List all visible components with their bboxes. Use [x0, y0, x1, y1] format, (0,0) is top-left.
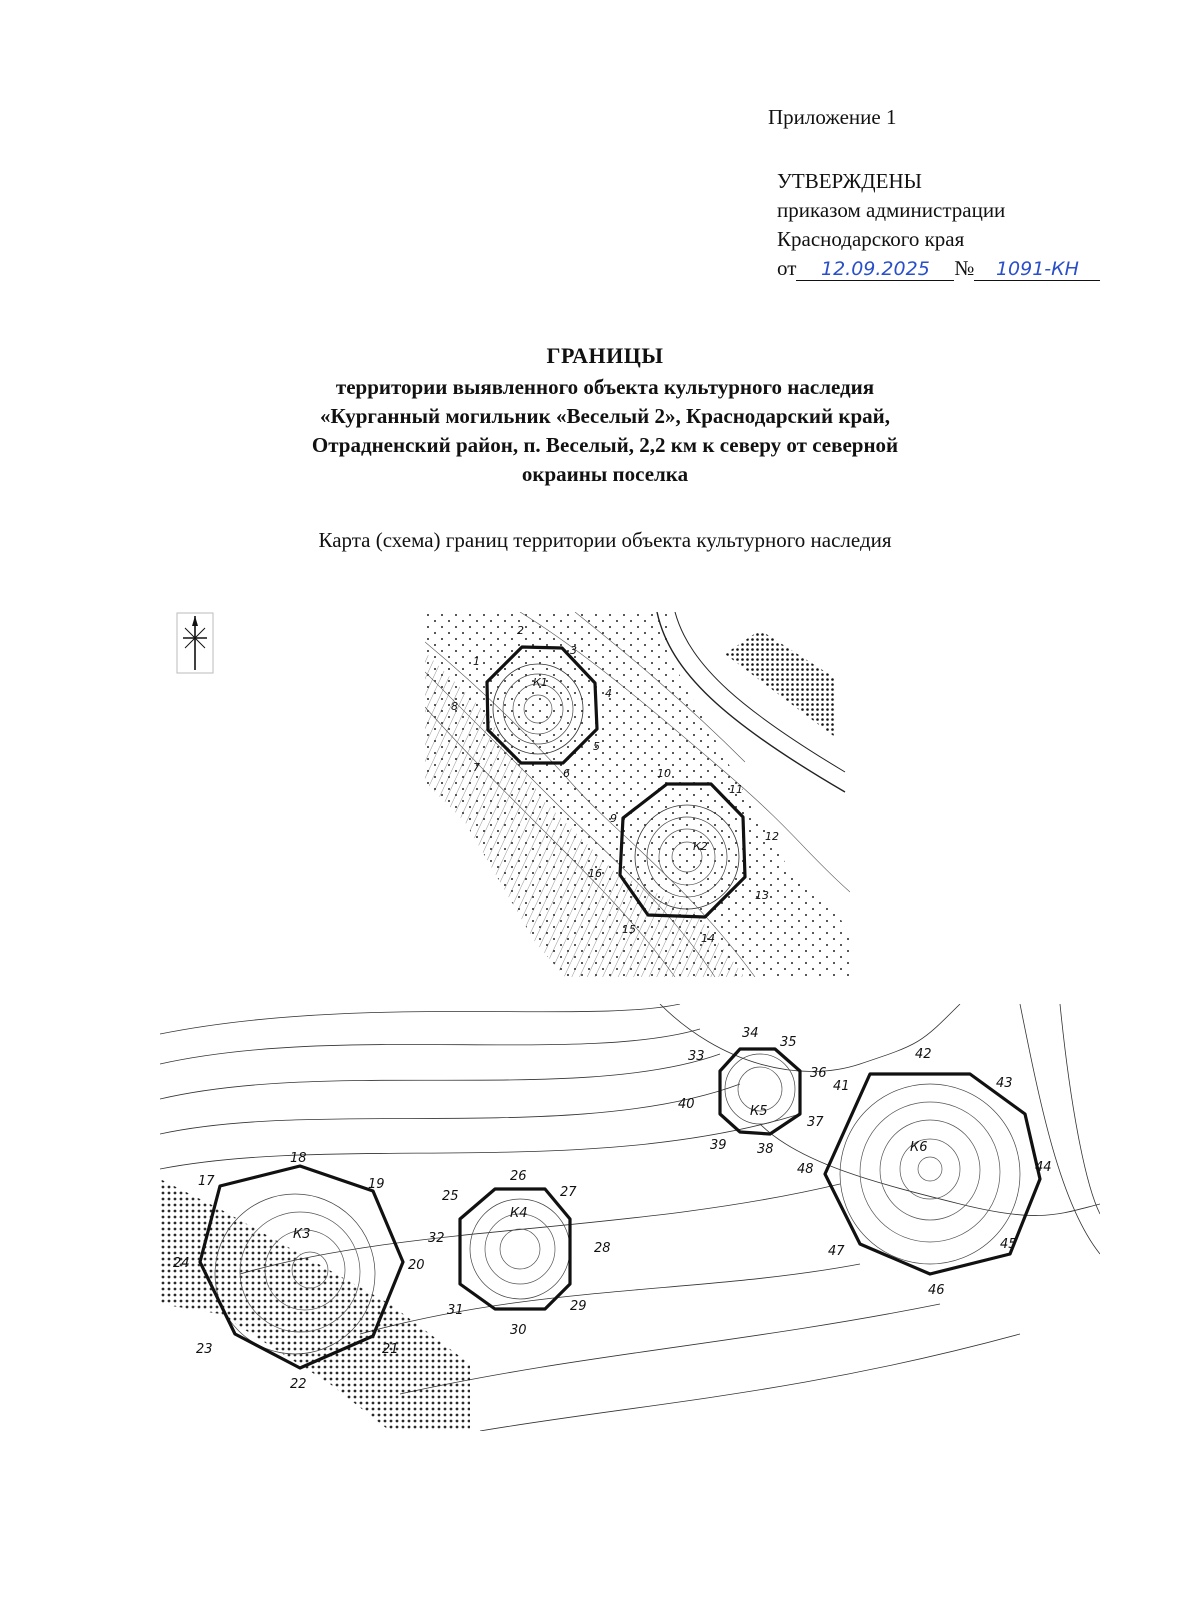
svg-text:К5: К5: [750, 1104, 768, 1119]
svg-text:27: 27: [560, 1185, 577, 1200]
svg-text:47: 47: [828, 1244, 845, 1259]
approved-heading: УТВЕРЖДЕНЫ: [777, 169, 922, 193]
svg-text:21: 21: [382, 1342, 399, 1357]
approved-by-order: приказом администрации: [777, 198, 1006, 222]
svg-text:18: 18: [290, 1151, 307, 1166]
svg-text:48: 48: [797, 1162, 814, 1177]
title-line-1: территории выявленного объекта культурного наследия: [335, 375, 875, 399]
svg-text:4: 4: [605, 687, 612, 700]
svg-text:25: 25: [442, 1189, 459, 1204]
svg-text:К3: К3: [293, 1227, 311, 1242]
svg-text:30: 30: [510, 1323, 527, 1338]
svg-text:3: 3: [570, 644, 577, 657]
map-subtitle: Карта (схема) границ территории объекта культурного наследия: [318, 528, 892, 552]
svg-text:5: 5: [593, 740, 600, 753]
svg-text:32: 32: [428, 1231, 445, 1246]
svg-text:13: 13: [755, 889, 769, 902]
svg-text:36: 36: [810, 1066, 827, 1081]
svg-text:1: 1: [473, 655, 480, 668]
svg-text:16: 16: [588, 867, 602, 880]
svg-text:К2: К2: [693, 840, 708, 853]
svg-text:42: 42: [915, 1047, 932, 1062]
svg-text:20: 20: [408, 1258, 425, 1273]
site-map-lower: [160, 1004, 1100, 1431]
svg-text:17: 17: [198, 1174, 215, 1189]
svg-text:43: 43: [996, 1076, 1013, 1091]
document-title: [140, 373, 1070, 489]
title-line-4: окраины поселка: [521, 462, 689, 486]
svg-text:24: 24: [173, 1256, 190, 1271]
title-line-2: «Курганный могильник «Веселый 2», Краснодарский край,: [320, 404, 890, 428]
svg-text:45: 45: [1000, 1237, 1017, 1252]
svg-text:6: 6: [563, 767, 570, 780]
svg-text:12: 12: [765, 830, 779, 843]
svg-text:39: 39: [710, 1138, 727, 1153]
date-prefix: от: [777, 256, 797, 280]
svg-text:9: 9: [610, 812, 617, 825]
north-arrow-icon: [176, 612, 214, 674]
title-line-3: Отрадненский район, п. Веселый, 2,2 км к северу от северной: [311, 433, 899, 457]
svg-text:19: 19: [368, 1177, 385, 1192]
svg-text:38: 38: [757, 1142, 774, 1157]
svg-text:14: 14: [701, 932, 715, 945]
svg-text:31: 31: [447, 1303, 464, 1318]
svg-text:26: 26: [510, 1169, 527, 1184]
svg-text:7: 7: [473, 761, 480, 774]
svg-text:37: 37: [807, 1115, 824, 1130]
approval-date-number-line: [777, 254, 1100, 283]
svg-text:40: 40: [678, 1097, 695, 1112]
svg-text:2: 2: [517, 624, 524, 637]
svg-text:35: 35: [780, 1035, 797, 1050]
appendix-label: Приложение 1: [768, 105, 897, 129]
svg-text:44: 44: [1035, 1160, 1052, 1175]
svg-text:33: 33: [688, 1049, 705, 1064]
svg-text:К1: К1: [533, 676, 548, 689]
svg-text:К4: К4: [510, 1206, 528, 1221]
handwritten-date: 12.09.2025: [796, 258, 954, 281]
approved-region: Краснодарского края: [777, 227, 965, 251]
number-prefix: №: [954, 256, 975, 280]
svg-text:10: 10: [657, 767, 671, 780]
svg-text:8: 8: [451, 700, 458, 713]
svg-text:23: 23: [196, 1342, 213, 1357]
approval-block: [777, 167, 1100, 283]
svg-text:15: 15: [622, 923, 636, 936]
svg-text:11: 11: [729, 783, 743, 796]
svg-text:34: 34: [742, 1026, 759, 1041]
svg-text:28: 28: [594, 1241, 611, 1256]
svg-text:41: 41: [833, 1079, 850, 1094]
svg-text:46: 46: [928, 1283, 945, 1298]
svg-text:29: 29: [570, 1299, 587, 1314]
handwritten-order-number: 1091-КН: [974, 258, 1100, 281]
site-map-upper: [425, 612, 850, 977]
svg-text:К6: К6: [910, 1140, 928, 1155]
document-heading: ГРАНИЦЫ: [546, 343, 664, 368]
svg-text:22: 22: [290, 1377, 307, 1392]
